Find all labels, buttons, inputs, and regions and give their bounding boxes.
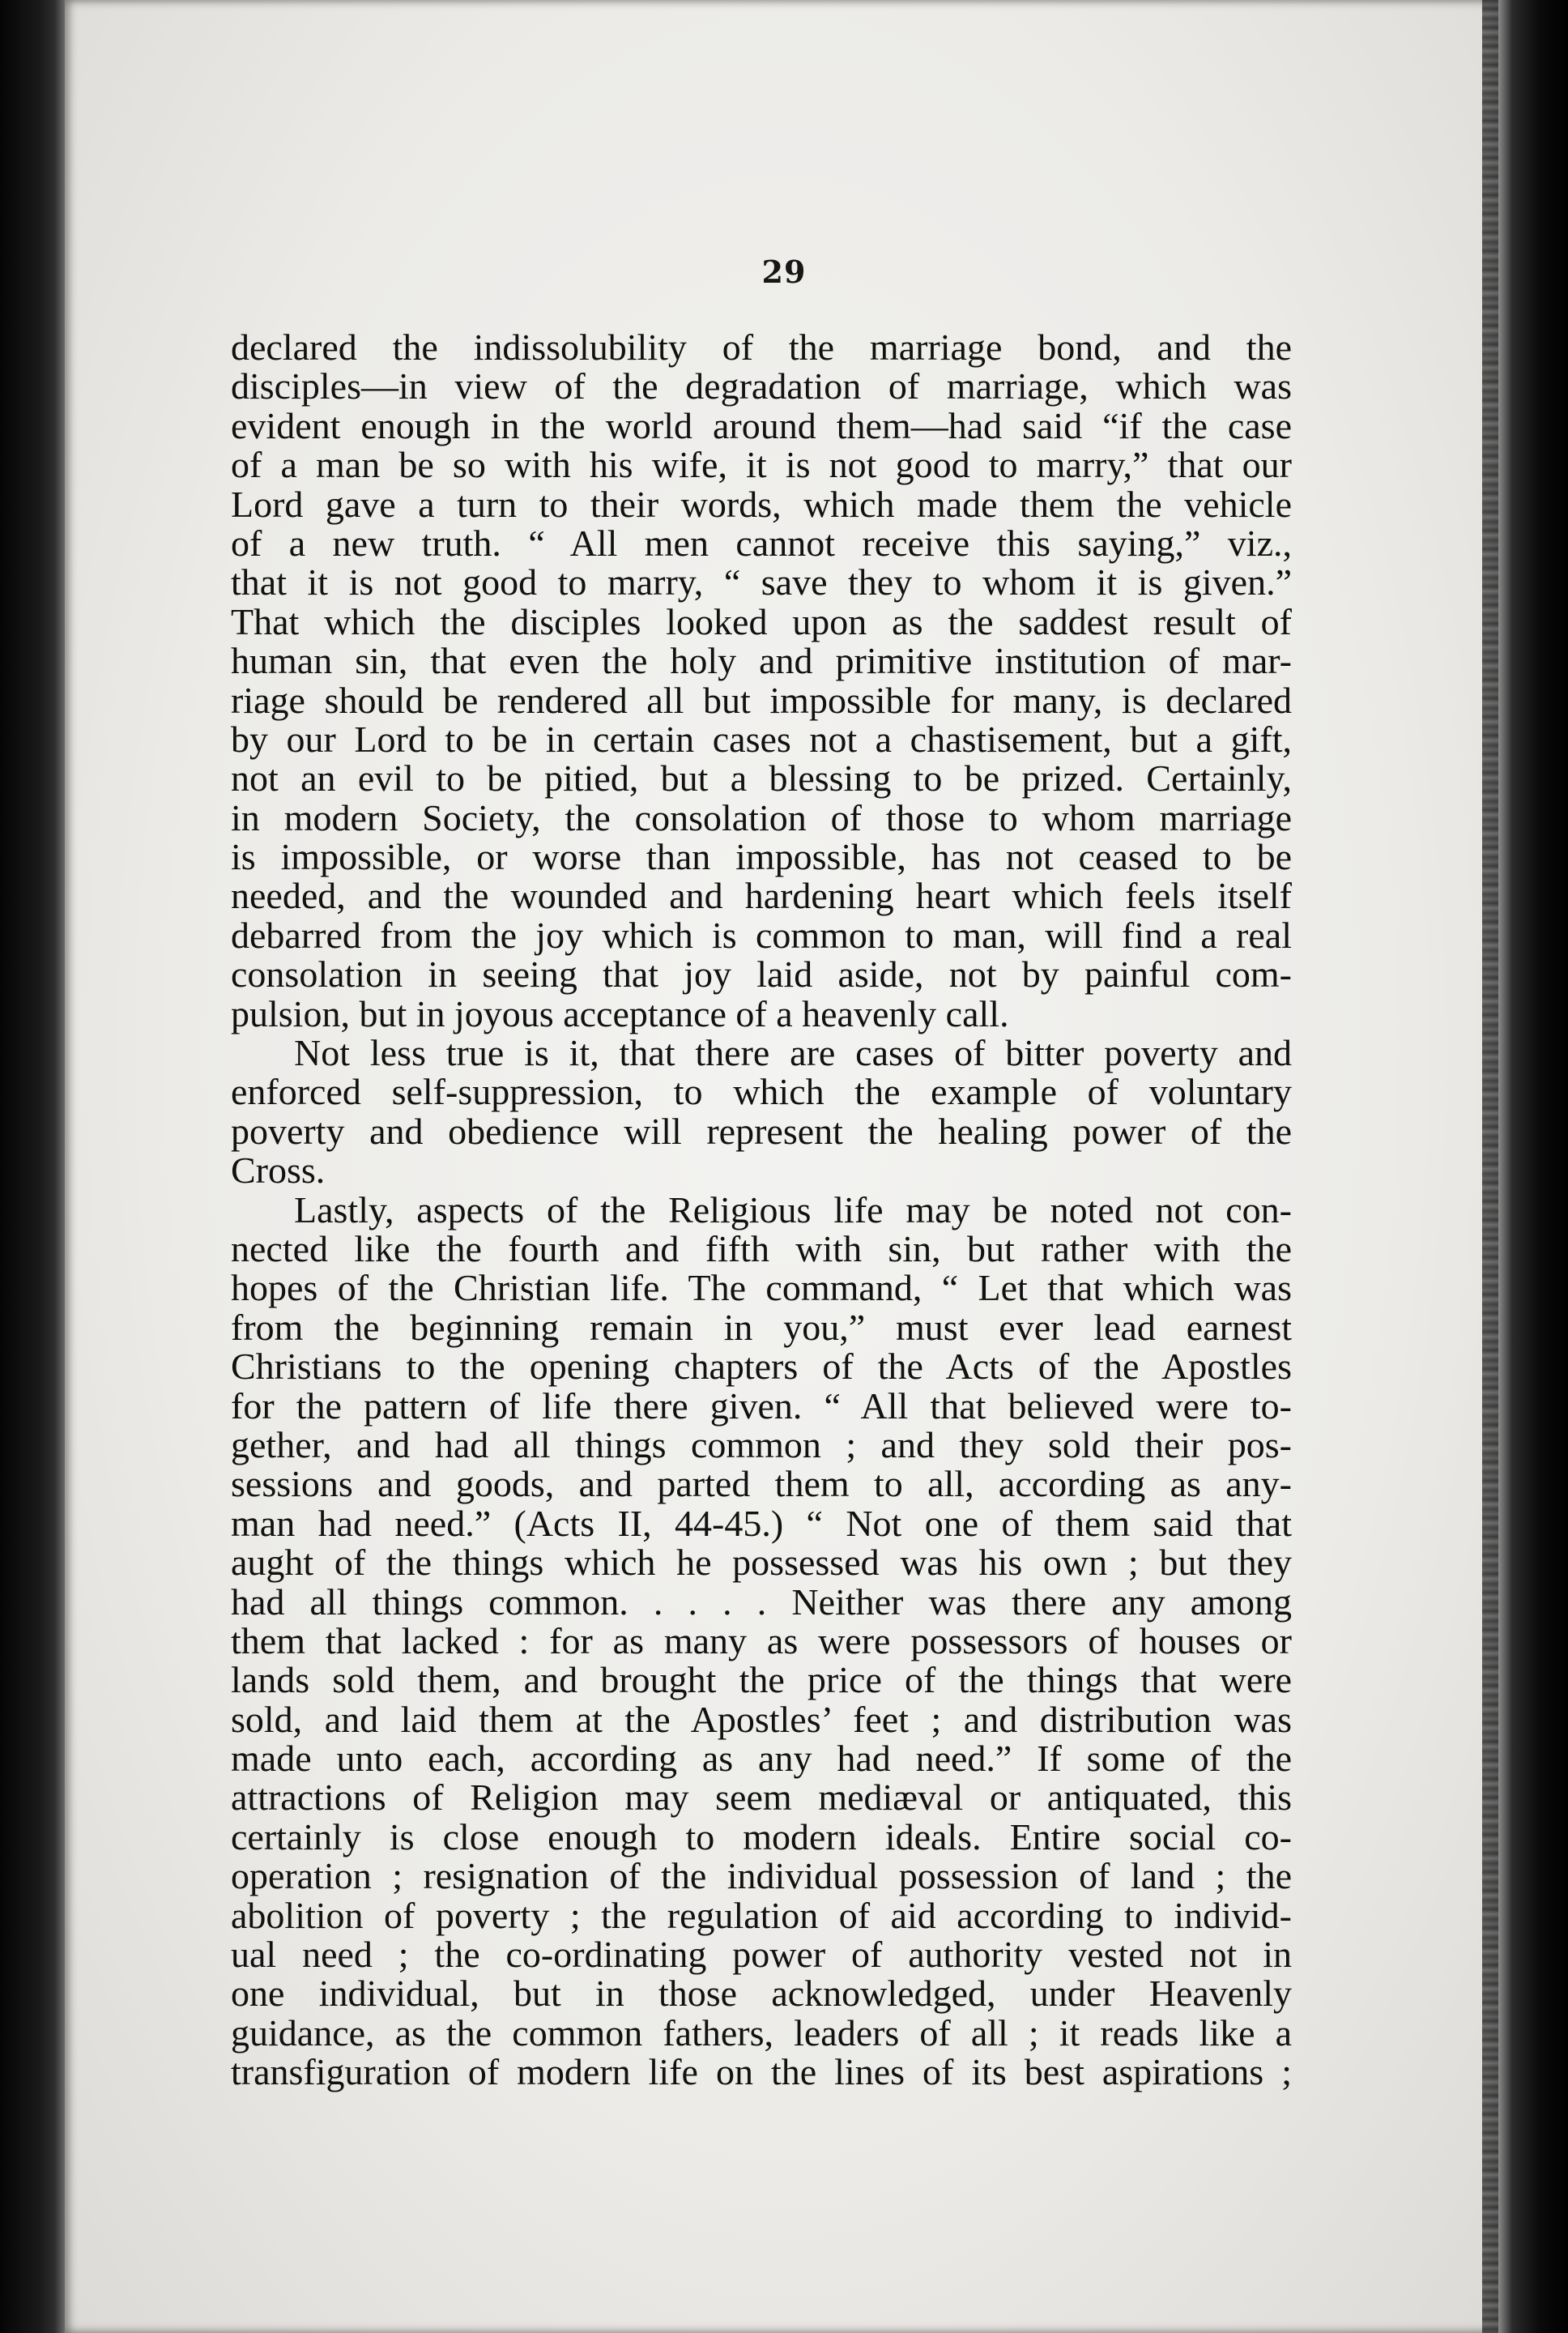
text-line: Christians to the opening chapters of the Acts of the Apostles [231,1346,1292,1388]
body-text [231,328,1292,2092]
text-line: Lord gave a turn to their words, which made them the vehicle [231,483,1292,525]
text-line: needed, and the wounded and hardening heart which feels itself [231,875,1292,917]
text-line: Not less true is it, that there are cases of bitter poverty and [294,1032,1292,1074]
text-line: had all things common. . . . . Neither was there any among [231,1580,1292,1623]
text-line: certainly is close enough to modern ideals. Entire social co- [231,1815,1292,1857]
text-line: transfiguration of modern life on the lines of its best aspirations ; [231,2051,1292,2093]
left-binding-edge [0,0,73,2333]
text-line: evident enough in the world around them—had said “if the case [231,404,1292,446]
text-line: pulsion, but in joyous acceptance of a heavenly call. [231,992,1009,1034]
text-line: hopes of the Christian life. The command, “ Let that which was [231,1267,1292,1309]
text-line: that it is not good to marry, “ save they to whom it is given.” [231,561,1292,604]
text-line: them that lacked : for as many as were possessors of houses or [231,1619,1292,1661]
text-line: sold, and laid them at the Apostles’ feet ; and distribution was [231,1698,1292,1740]
text-line: aught of the things which he possessed was his own ; but they [231,1542,1292,1584]
text-line: nected like the fourth and fifth with sin, but rather with the [231,1227,1292,1269]
text-line: declared the indissolubility of the marriage bond, and the [231,326,1292,368]
text-line: of a new truth. “ All men cannot receive this saying,” viz., [231,522,1292,564]
text-line: in modern Society, the consolation of those to whom marriage [231,796,1292,838]
text-line: sessions and goods, and parted them to all, according as any- [231,1463,1292,1505]
text-line: man had need.” (Acts II, 44-45.) “ Not one of them said that [231,1502,1292,1544]
text-line: debarred from the joy which is common to man, will find a real [231,914,1292,956]
text-line: gether, and had all things common ; and they sold their pos- [231,1423,1292,1465]
text-line: of a man be so with his wife, it is not good to marry,” that our [231,444,1292,486]
text-line: ual need ; the co-ordinating power of authority vested not in [231,1934,1292,1976]
text-line: made unto each, according as any had need.” If some of the [231,1738,1292,1780]
text-line: human sin, that even the holy and primitive institution of mar- [231,640,1292,682]
right-dark-margin [1498,0,1568,2333]
text-line: lands sold them, and brought the price of the things that were [231,1659,1292,1701]
text-line: not an evil to be pitied, but a blessing to be prized. Certainly, [231,757,1292,800]
text-line: for the pattern of life there given. “ All that believed were to- [231,1384,1292,1427]
text-line: is impossible, or worse than impossible, has not ceased to be [231,836,1292,878]
text-line: abolition of poverty ; the regulation of aid according to individ- [231,1894,1292,1936]
text-line: one individual, but in those acknowledged, under Heavenly [231,1973,1292,2015]
text-line: from the beginning remain in you,” must ever lead earnest [231,1306,1292,1348]
text-line: riage should be rendered all but impossible for many, is declared [231,679,1292,721]
text-line: consolation in seeing that joy laid aside, not by painful com- [231,953,1292,996]
text-line: Lastly, aspects of the Religious life may be noted not con- [294,1188,1292,1230]
text-line: Cross. [231,1149,326,1192]
text-line: attractions of Religion may seem mediæval or antiquated, this [231,1776,1292,1819]
text-line: operation ; resignation of the individual possession of land ; the [231,1855,1292,1897]
text-line: disciples—in view of the degradation of marriage, which was [231,365,1292,407]
text-line: poverty and obedience will represent the healing power of the [231,1110,1292,1152]
text-line: That which the disciples looked upon as the saddest result of [231,600,1292,642]
text-line: enforced self-suppression, to which the example of voluntary [231,1071,1292,1113]
text-line: by our Lord to be in certain cases not a chastisement, but a gift, [231,718,1292,760]
page-number: 29 [761,254,807,290]
text-line: guidance, as the common fathers, leaders of all ; it reads like a [231,2011,1292,2054]
